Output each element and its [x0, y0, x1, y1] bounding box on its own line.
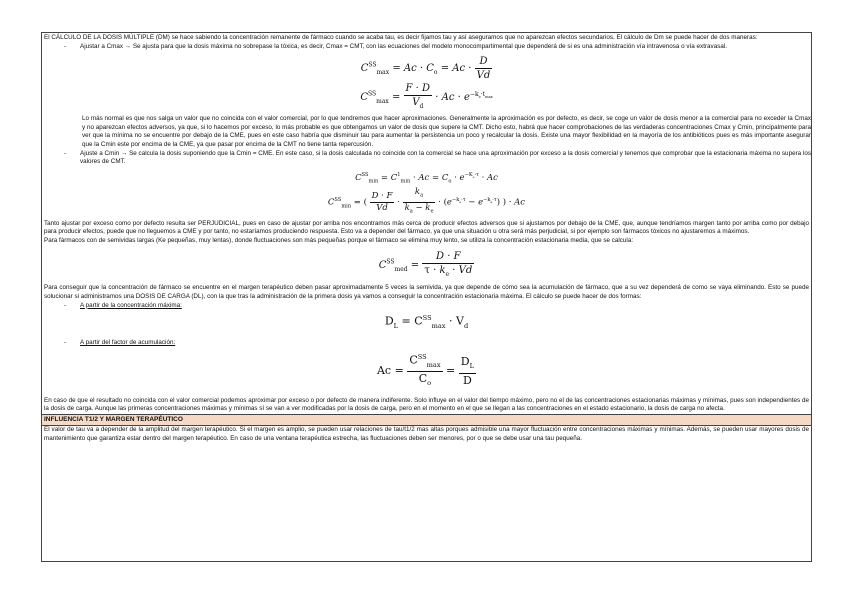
equation-cmin — [42, 170, 811, 218]
intro-paragraph: El CÁLCULO DE LA DOSIS MÚLTIPLE (DM) se hace sabiendo la concentración remanente de fármaco cuando se acaba tau, es decir fijamos tau y así aseguramos que no aparezcan efectos secundarios. El cálculo de Dm se puede hacer de dos maneras: — [44, 34, 758, 41]
equation-cmed: $C^{SS}_{med}$ = $\frac{D \cdot F}{\tau \cdot k_e \cdot Vd}$ — [378, 251, 473, 279]
bullet-ajuste-cmax: - Ajustar a Cmax → Se ajusta para que la dosis máxima no sobrepase la tóxica, es decir, Cmax = CMT, con las ecuaciones del modelo monocompartimental que dependerá de si es una administración vía intravenosa o vía extravasal. — [42, 43, 811, 52]
equation-cmax — [42, 55, 811, 113]
paragraph-section: El valor de tau va a depender de la amplitud del margen terapéutico. Si el margen es amplio, se pueden usar relaciones de tau/t1/2 mas altas porques admisible una mayor fluctuación entre concentraciones máximas y mínimas. Además, se pueden usar mayores dosis de mantenimiento que garantiza estar dentro del margen terapéutico. En caso de una ventana terapéutica estrecha, las fluctuaciones deben ser menores, por o que se debe usar una tau pequeña. — [44, 426, 809, 443]
bullet-ajuste-cmin: - Ajuste a Cmin → Se calcula la dosis suponiendo que la Cmin = CME. En este caso, si la dosis calculada no coincide con la comercial se hace una aproximación por exceso a la dosis comercial y tenemos que comprobar que la estacionaria máxima no supera los valores de CMT. — [42, 150, 811, 167]
paragraph-semivida: Para fármacos con de semividas largas (Ke pequeñas, muy lentas), donde fluctuaciones son más pequeñas porque el fármaco se elimina muy lento, se utiliza la concentración estacionaria media, que se calcula: — [44, 236, 634, 244]
paragraph-dosis-carga: Para conseguir que la concentración de fármaco se encuentre en el margen terapéutico deben pasar aproximadamente 5 veces la semivida, ya que depende de cómo sea la acumulación de fármaco, que a su vez dependerá de como se vaya eliminando. Esto se puede solucionar si administramos una DOSIS DE CARGA (DL), con la que tras la administración de la primera dosis ya vamos a conseguir la concentración estacionaria máxima. El cálculo se puede hacer de dos formas: — [44, 284, 809, 301]
paragraph-perjudicial: Tanto ajustar por exceso como por defecto resulta ser PERJUDICIAL, pues en caso de ajustar por arriba nos encontramos más cerca de producir efectos adversos que si ajustamos por debajo de la CME, que, aunque tendríamos margen tanto por arriba como por debajo para producir efectos, puede que no lleguemos a CME y por tanto, no estaríamos produciendo respuesta. Esto va a depender del fármaco, ya que una situación u otra será más perjudicial, si por ejemplo son fármacos tóxicos no ajustaremos a máximos. — [44, 219, 809, 236]
document-page — [41, 32, 812, 562]
section-header: INFLUENCIA T1/2 Y MARGEN TERAPÉUTICO — [42, 414, 811, 427]
equation-cmin-line2: $C^{SS}_{min}$ = ( $\frac{D \cdot F}{Vd}$ · $\frac{k_a}{k_a - k_e}$ · $(e^{-k_e\cdot\tau} - e^{-k_a\cdot\tau})$ ) · Ac — [327, 187, 526, 215]
paragraph-aproximacion: Lo más normal es que nos salga un valor que no coincida con el valor comercial, por lo que tendremos que hacer aproximaciones. Generalmente la aproximación es por defecto, es decir, se coge un valor de dosis menor a la comercial para no exceder la Cmax y no aparezcan efectos adversos, ya que, si lo hacemos por exceso, lo más probable es que obtengamos un valor de dosis que supere la CMT. Dicho esto, habrá que hacer comprobaciones de las verdaderas concentraciones Cmax y Cmin, principalmente para ver que la mínima no se encuentre por debajo de la CME, pues en este caso habría que disminuir tau para aumentar la persistencia un poco y recalcular la dosis. Existe una mayor flexibilidad en la mayoría de los antibióticos pues es más importante asegurar que la Cmin este por encima de la CME, ya que pasar por encima de la CMT no tiene tanta repercusión. — [82, 115, 811, 148]
item-concentracion-maxima: - A partir de la concentración máxima: — [42, 302, 811, 311]
equation-dl-cmax: $D_L = C^{SS}_{max} \cdot V_d$ — [384, 314, 469, 331]
equation-cmax-line1: $C^{SS}_{max} = Ac \cdot C_o = Ac$ · $\frac{D}{Vd}$ — [360, 56, 491, 82]
equation-cmin-line1: $C^{SS}_{min} = C^1_{min} \cdot Ac = C_o \cdot e^{-K_e\cdot\tau} \cdot Ac$ — [355, 171, 498, 185]
item-factor-acumulacion: - A partir del factor de acumulación: — [42, 339, 811, 348]
equation-cmax-line2: $C^{SS}_{max}$ = $\frac{F \cdot D}{V_d}$ · $Ac \cdot e^{-k_e\cdot t_{max}}$ — [360, 83, 493, 111]
equation-ac: Ac = $\frac{C^{SS}_{max}}{C_o}$ = $\frac{D_L}{D}$ — [376, 352, 474, 388]
paragraph-final: En caso de que el resultado no coincida con el valor comercial podemos aproximar por exceso o por defecto de manera indiferente. Solo influye en el valor del tiempo máximo, pero no el de las concentraciones estacionarias máximas y mínimas, pues son independientes de la dosis de carga. Aunque las primeras concentraciones máximas y mínimas sí se van a ver modificadas por la dosis de carga, pero en el momento en el que se llegan a las concentraciones en el estado estacionario, la dosis de carga no afecta. — [44, 396, 809, 413]
